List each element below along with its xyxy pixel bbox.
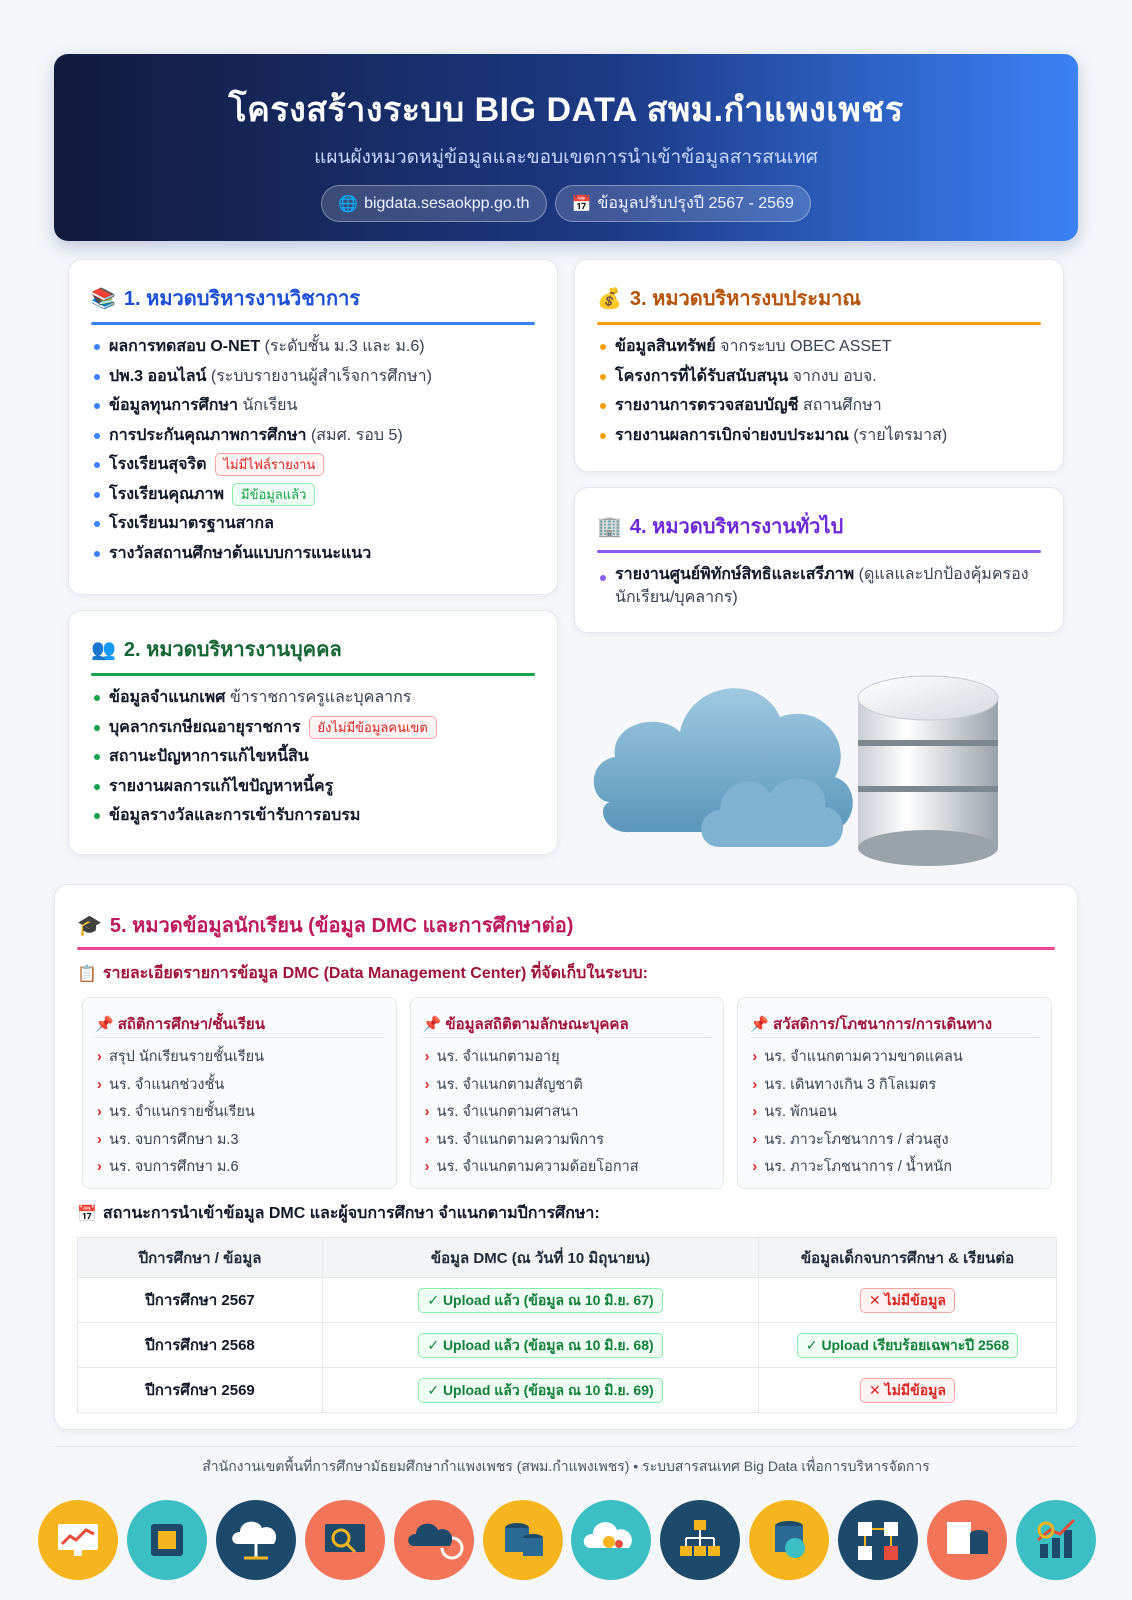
list-item (91, 450, 541, 480)
year-cell: ปีการศึกษา 2567 (78, 1278, 323, 1323)
data-flow-icon (838, 1500, 918, 1580)
list-item: › นร. จบการศึกษา ม.3 (95, 1127, 384, 1155)
list-item (91, 391, 541, 421)
dmc-status-table (77, 1237, 1057, 1413)
list-item (91, 801, 541, 831)
list-item: › นร. ภาวะโภชนาการ / น้ำหนัก (750, 1154, 1039, 1182)
calendar-icon: 📅 (77, 1205, 97, 1223)
section-list (597, 560, 1047, 609)
table-header: ปีการศึกษา / ข้อมูล (78, 1238, 323, 1278)
bullet-dot (94, 784, 100, 790)
bullet-dot (94, 725, 100, 731)
item-title: รายงานการตรวจสอบบัญชี (615, 397, 799, 414)
list-item (91, 421, 541, 451)
bullet-dot (94, 695, 100, 701)
item-detail: สถานศึกษา (798, 397, 882, 414)
list-item: › นร. จำแนกตามความพิการ (423, 1127, 712, 1155)
section-students-card (54, 884, 1078, 1430)
list-item (91, 509, 541, 539)
analytics-monitor-icon (38, 1500, 118, 1580)
item-title: รายงานศูนย์พิทักษ์สิทธิและเสรีภาพ (615, 566, 855, 583)
item-title: โรงเรียนคุณภาพ (109, 485, 224, 503)
list-item: › นร. ภาวะโภชนาการ / ส่วนสูง (750, 1127, 1039, 1155)
section-list (91, 683, 541, 831)
list-item: › นร. จำแนกตามอายุ (423, 1044, 712, 1072)
table-row (78, 1323, 1057, 1368)
calendar-icon: 📅 (571, 195, 592, 213)
list-item (91, 480, 541, 510)
item-detail: ข้าราชการครูและบุคลากร (225, 689, 412, 706)
update-text: ข้อมูลปรับปรุงปี 2567 - 2569 (597, 195, 794, 212)
item-title: ผลการทดสอบ O-NET (109, 338, 261, 355)
people-icon: 👥 (91, 638, 116, 661)
bullet-dot (600, 344, 606, 350)
website-text: bigdata.sesaokpp.go.th (364, 194, 530, 212)
title-underline (91, 673, 535, 676)
database-stack-icon (483, 1500, 563, 1580)
bullet-dot (94, 813, 100, 819)
table-header: ข้อมูล DMC (ณ วันที่ 10 มิถุนายน) (323, 1238, 759, 1278)
money-bag-icon: 💰 (597, 287, 622, 310)
list-item: › นร. จำแนกตามความขาดแคลน (750, 1044, 1039, 1072)
list-item (91, 683, 541, 713)
cloud-database-illustration (590, 662, 1040, 882)
section-list (597, 332, 1047, 450)
status-badge: ✓ Upload แล้ว (ข้อมูล ณ 10 มิ.ย. 67) (418, 1288, 662, 1313)
title-underline (77, 947, 1055, 950)
section-list (91, 332, 541, 568)
column-title: 📌 สถิติการศึกษา/ชั้นเรียน (95, 998, 384, 1038)
title-underline (91, 322, 535, 325)
footer-text: สำนักงานเขตพื้นที่การศึกษามัธยมศึกษากำแพงเพชร (สพม.กำแพงเพชร) • ระบบสารสนเทศ Big Data เพื่อการบริหารจัดการ (202, 1458, 930, 1474)
update-pill (555, 185, 811, 222)
pin-icon: 📌 (422, 1015, 442, 1033)
growth-chart-icon (1016, 1500, 1096, 1580)
item-title: การประกันคุณภาพการศึกษา (109, 426, 307, 444)
pin-icon: 📌 (750, 1015, 770, 1033)
tech-icon-row (38, 1500, 1096, 1582)
column-title: 📌 สวัสดิการ/โภชนาการ/การเดินทาง (750, 998, 1039, 1038)
item-title: รายงานผลการแก้ไขปัญหาหนี้ครู (109, 777, 334, 795)
list-item: › สรุป นักเรียนรายชั้นเรียน (95, 1044, 384, 1072)
books-icon: 📚 (91, 287, 116, 310)
bullet-dot (600, 403, 606, 409)
globe-icon: 🌐 (338, 195, 359, 213)
item-title: โรงเรียนมาตรฐานสากล (109, 515, 274, 532)
status-badge: ✓ Upload แล้ว (ข้อมูล ณ 10 มิ.ย. 68) (418, 1333, 662, 1358)
section-title: 🎓 5. หมวดข้อมูลนักเรียน (ข้อมูล DMC และการศึกษาต่อ) (77, 914, 574, 937)
list-item: › นร. จำแนกตามสัญชาติ (423, 1072, 712, 1100)
item-detail: (ดูแลและปกป้องคุ้มครองนักเรียน/บุคลากร) (615, 566, 1029, 606)
item-title: โครงการที่ได้รับสนับสนุน (615, 367, 789, 385)
dmc-cell (323, 1323, 759, 1368)
status-badge: ยังไม่มีข้อมูลคนเขต (309, 716, 437, 739)
year-cell: ปีการศึกษา 2568 (78, 1323, 323, 1368)
cloud-network-icon (216, 1500, 296, 1580)
status-badge: ✓ Upload เรียบร้อยเฉพาะปี 2568 (797, 1333, 1018, 1358)
item-detail: (ระบบรายงานผู้สำเร็จการศึกษา) (206, 367, 432, 385)
bullet-dot (94, 462, 100, 468)
section-personnel-card (68, 610, 558, 855)
graduation-cap-icon: 🎓 (77, 914, 102, 937)
section-title: 👥 2. หมวดบริหารงานบุคคล (91, 638, 342, 661)
status-badge: ✓ Upload แล้ว (ข้อมูล ณ 10 มิ.ย. 69) (418, 1378, 662, 1403)
bullet-dot (94, 551, 100, 557)
column-title: 📌 ข้อมูลสถิติตามลักษณะบุคคล (423, 998, 712, 1038)
table-header: ข้อมูลเด็กจบการศึกษา & เรียนต่อ (759, 1238, 1057, 1278)
page-header (54, 54, 1078, 241)
cpu-chip-icon (127, 1500, 207, 1580)
section-title: 📚 1. หมวดบริหารงานวิชาการ (91, 287, 361, 310)
page-subtitle: แผนผังหมวดหมู่ข้อมูลและขอบเขตการนำเข้าข้อมูลสารสนเทศ (314, 147, 818, 168)
graduate-cell (759, 1368, 1057, 1413)
item-title: ปพ.3 ออนไลน์ (109, 367, 207, 385)
item-title: รางวัลสถานศึกษาต้นแบบการแนะแนว (109, 544, 372, 562)
list-item (597, 560, 1047, 609)
cloud-sync-icon (394, 1500, 474, 1580)
website-pill[interactable] (321, 185, 546, 222)
list-item: › นร. เดินทางเกิน 3 กิโลเมตร (750, 1072, 1039, 1100)
status-badge: ✕ ไม่มีข้อมูล (860, 1378, 955, 1403)
list-item: › นร. จำแนกรายชั้นเรียน (95, 1099, 384, 1127)
dmc-status-heading: 📅 สถานะการนำเข้าข้อมูล DMC และผู้จบการศึกษา จำแนกตามปีการศึกษา: (77, 1205, 600, 1223)
bullet-dot (600, 575, 606, 581)
dmc-column (410, 997, 725, 1189)
bullet-dot (94, 521, 100, 527)
hierarchy-chart-icon (660, 1500, 740, 1580)
office-building-icon: 🏢 (597, 515, 622, 538)
footer-divider (54, 1446, 1078, 1447)
section-academic-card (68, 259, 558, 595)
bullet-dot (600, 433, 606, 439)
list-item (597, 362, 1047, 392)
bullet-dot (94, 403, 100, 409)
database-icon (858, 676, 998, 866)
bullet-dot (94, 492, 100, 498)
year-cell: ปีการศึกษา 2569 (78, 1368, 323, 1413)
bullet-dot (94, 754, 100, 760)
section-title: 💰 3. หมวดบริหารงบประมาณ (597, 287, 861, 310)
status-badge: ไม่มีไฟล์รายงาน (215, 453, 325, 476)
item-detail: นักเรียน (238, 397, 298, 414)
item-title: รายงานผลการเบิกจ่ายงบประมาณ (615, 426, 849, 444)
status-badge: มีข้อมูลแล้ว (232, 483, 315, 506)
graduate-cell (759, 1323, 1057, 1368)
global-database-icon (749, 1500, 829, 1580)
list-item (91, 362, 541, 392)
list-item: › นร. พักนอน (750, 1099, 1039, 1127)
item-detail: (ระดับชั้น ม.3 และ ม.6) (260, 338, 425, 355)
list-item: › นร. จำแนกตามความด้อยโอกาส (423, 1154, 712, 1182)
data-search-icon (305, 1500, 385, 1580)
cloud-gears-icon (571, 1500, 651, 1580)
list-item (91, 713, 541, 743)
bullet-dot (94, 433, 100, 439)
list-item (91, 772, 541, 802)
list-item (91, 332, 541, 362)
item-detail: จากระบบ OBEC ASSET (715, 338, 892, 355)
dmc-column (82, 997, 397, 1189)
clipboard-icon: 📋 (77, 965, 97, 983)
list-item (91, 742, 541, 772)
table-row (78, 1278, 1057, 1323)
list-item (597, 332, 1047, 362)
bullet-dot (94, 374, 100, 380)
dmc-cell (323, 1278, 759, 1323)
dmc-column (737, 997, 1052, 1189)
status-badge: ✕ ไม่มีข้อมูล (860, 1288, 955, 1313)
list-item: › นร. จบการศึกษา ม.6 (95, 1154, 384, 1182)
item-title: บุคลากรเกษียณอายุราชการ (109, 718, 301, 736)
list-item (597, 421, 1047, 451)
dmc-detail-heading: 📋 รายละเอียดรายการข้อมูล DMC (Data Management Center) ที่จัดเก็บในระบบ: (77, 965, 648, 983)
list-item: › นร. จำแนกตามศาสนา (423, 1099, 712, 1127)
dmc-columns (82, 997, 1052, 1189)
page-title: โครงสร้างระบบ BIG DATA สพม.กำแพงเพชร (228, 91, 904, 129)
list-item: › นร. จำแนกช่วงชั้น (95, 1072, 384, 1100)
item-title: ข้อมูลทุนการศึกษา (109, 397, 239, 414)
item-title: ข้อมูลสินทรัพย์ (615, 338, 716, 355)
document-database-icon (927, 1500, 1007, 1580)
pin-icon: 📌 (95, 1015, 114, 1033)
bullet-dot (600, 374, 606, 380)
title-underline (597, 322, 1041, 325)
table-row (78, 1368, 1057, 1413)
dmc-cell (323, 1368, 759, 1413)
item-detail: (สมศ. รอบ 5) (306, 426, 403, 444)
item-title: สถานะปัญหาการแก้ไขหนี้สิน (109, 748, 309, 765)
item-title: ข้อมูลรางวัลและการเข้ารับการอบรม (109, 807, 361, 824)
item-detail: (รายไตรมาส) (848, 426, 948, 444)
item-title: ข้อมูลจำแนกเพศ (109, 689, 226, 706)
list-item (597, 391, 1047, 421)
section-title: 🏢 4. หมวดบริหารงานทั่วไป (597, 515, 844, 538)
bullet-dot (94, 344, 100, 350)
item-detail: จากงบ อบจ. (788, 367, 877, 385)
graduate-cell (759, 1278, 1057, 1323)
section-general-card (574, 487, 1064, 633)
section-budget-card (574, 259, 1064, 472)
item-title: โรงเรียนสุจริต (109, 456, 207, 473)
title-underline (597, 550, 1041, 553)
list-item (91, 539, 541, 569)
